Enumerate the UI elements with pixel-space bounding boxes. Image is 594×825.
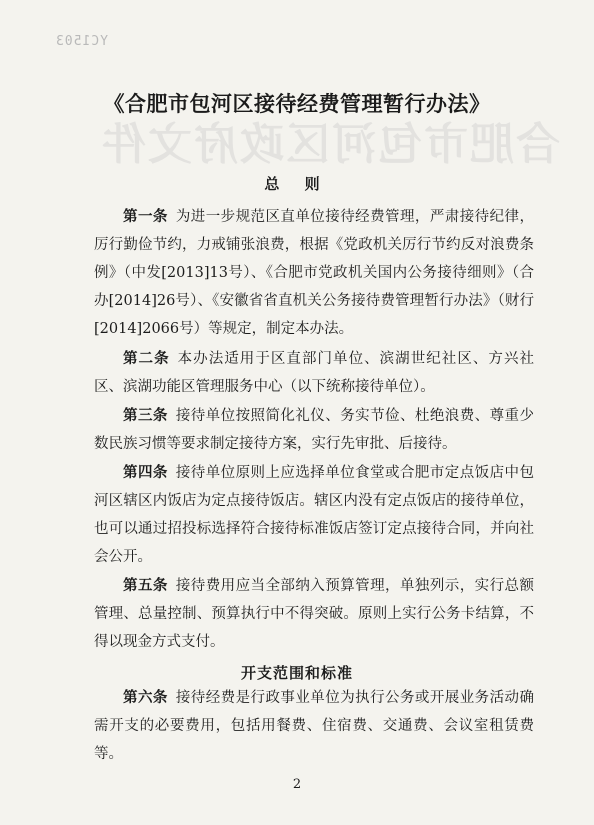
article-1: [94, 203, 534, 343]
article-text: 为进一步规范区直单位接待经费管理，严肃接待纪律，厉行勤俭节约，力戒铺张浪费，根据《党政机关厉行节约反对浪费条例》（中发[2013]13号）、《合肥市党政机关国内公务接待细则》（合办[2014]26号）、《安徽省省直机关公务接待费管理暂行办法》（财行[2014]2066号）等规定，制定本办法。: [94, 209, 534, 337]
article-6: [94, 684, 534, 768]
article-label: 第二条: [123, 350, 170, 367]
page-number: 2: [292, 777, 302, 792]
article-2: [94, 345, 534, 401]
article-label: 第一条: [123, 208, 168, 225]
article-4: [94, 459, 534, 571]
article-label: 第三条: [123, 407, 168, 424]
article-text: 接待经费是行政事业单位为执行公务或开展业务活动确需开支的必要费用，包括用餐费、住宿费、交通费、会议室租赁费等。: [94, 690, 534, 762]
section-title-general: 总 则: [264, 175, 330, 193]
article-text: 接待费用应当全部纳入预算管理，单独列示，实行总额管理、总量控制、预算执行中不得突破。原则上实行公务卡结算，不得以现金方式支付。: [94, 578, 534, 650]
serial-mark: YC1503: [55, 34, 108, 49]
article-label: 第六条: [123, 689, 168, 706]
article-5: [94, 572, 534, 656]
document-title: 《合肥市包河区接待经费管理暂行办法》: [103, 91, 491, 116]
article-label: 第五条: [123, 577, 168, 594]
article-3: [94, 402, 534, 458]
section-title-scope-and-standards: 开支范围和标准: [240, 664, 353, 682]
article-text: 本办法适用于区直部门单位、滨湖世纪社区、方兴社区、滨湖功能区管理服务中心（以下统称接待单位）。: [94, 351, 535, 395]
article-text: 接待单位原则上应选择单位食堂或合肥市定点饭店中包河区辖区内饭店为定点接待饭店。辖区内没有定点饭店的接待单位，也可以通过招投标选择符合接待标准饭店签订定点接待合同，并向社会公开。: [94, 465, 534, 565]
bleed-through-text: 合肥市包河区政府文件: [100, 119, 560, 170]
article-label: 第四条: [123, 464, 168, 481]
article-text: 接待单位按照简化礼仪、务实节俭、杜绝浪费、尊重少数民族习惯等要求制定接待方案，实行先审批、后接待。: [94, 408, 534, 452]
